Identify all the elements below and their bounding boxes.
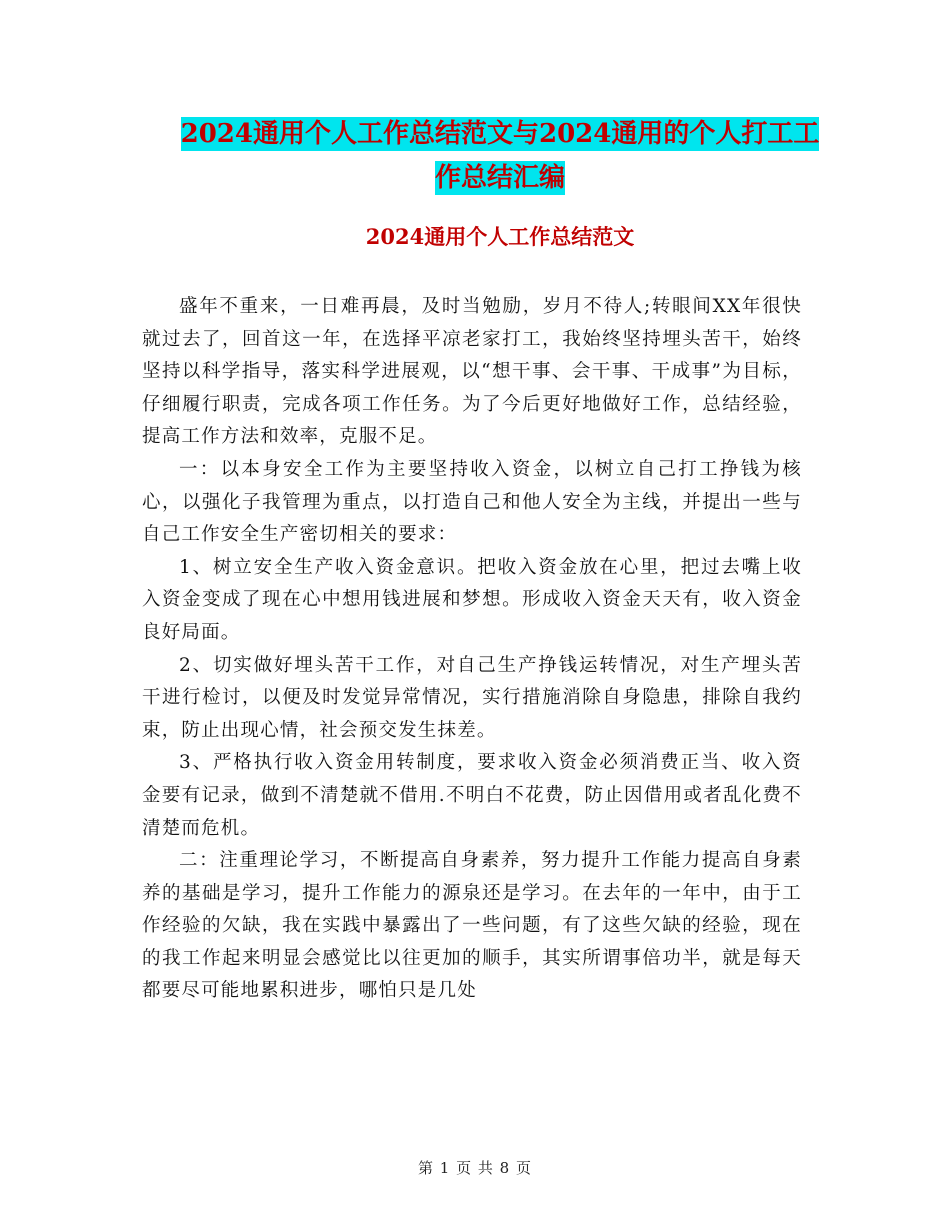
document-title: [140, 112, 860, 200]
paragraph: 2、切实做好埋头苦干工作，对自己生产挣钱运转情况，对生产埋头苦干进行检讨，以便及时发觉异常情况，实行措施消除自身隐患，排除自我约束，防止出现心情，社会预交发生抹差。: [142, 654, 802, 741]
page-footer: 第 1 页 共 8 页: [418, 1159, 532, 1177]
paragraph: 二：注重理论学习，不断提高自身素养，努力提升工作能力提高自身素养的基础是学习，提升工作能力的源泉还是学习。在去年的一年中，由于工作经验的欠缺，我在实践中暴露出了一些问题，有了这些欠缺的经验，现在的我工作起来明显会感觉比以往更加的顺手，其实所谓事倍功半，就是每天都要尽可能地累积进步，哪怕只是几处: [142, 850, 802, 1002]
document-title-line-2: 作总结汇编: [434, 163, 565, 193]
paragraph: 一：以本身安全工作为主要坚持收入资金，以树立自己打工挣钱为核心，以强化子我管理为重点，以打造自己和他人安全为主线，并提出一些与自己工作安全生产密切相关的要求：: [142, 458, 802, 546]
paragraph: 1、树立安全生产收入资金意识。把收入资金放在心里，把过去嘴上收入资金变成了现在心中想用钱进展和梦想。形成收入资金天天有，收入资金良好局面。: [142, 556, 802, 643]
section-title: 2024通用个人工作总结范文: [365, 224, 635, 249]
document-title-line-1: 2024通用个人工作总结范文与2024通用的个人打工工: [180, 119, 820, 149]
paragraph: 3、严格执行收入资金用转制度，要求收入资金必须消费正当、收入资金要有记录，做到不清楚就不借用.不明白不花费，防止因借用或者乱化费不清楚而危机。: [142, 752, 802, 839]
paragraph: 盛年不重来，一日难再晨，及时当勉励，岁月不待人;转眼间XX年很快就过去了，回首这一年，在选择平凉老家打工，我始终坚持埋头苦干，始终坚持以科学指导，落实科学进展观，以“想干事、会干事、干成事”为目标，仔细履行职责，完成各项工作任务。为了今后更好地做好工作，总结经验，提高工作方法和效率，克服不足。: [142, 296, 802, 448]
document-body: [142, 291, 802, 1008]
